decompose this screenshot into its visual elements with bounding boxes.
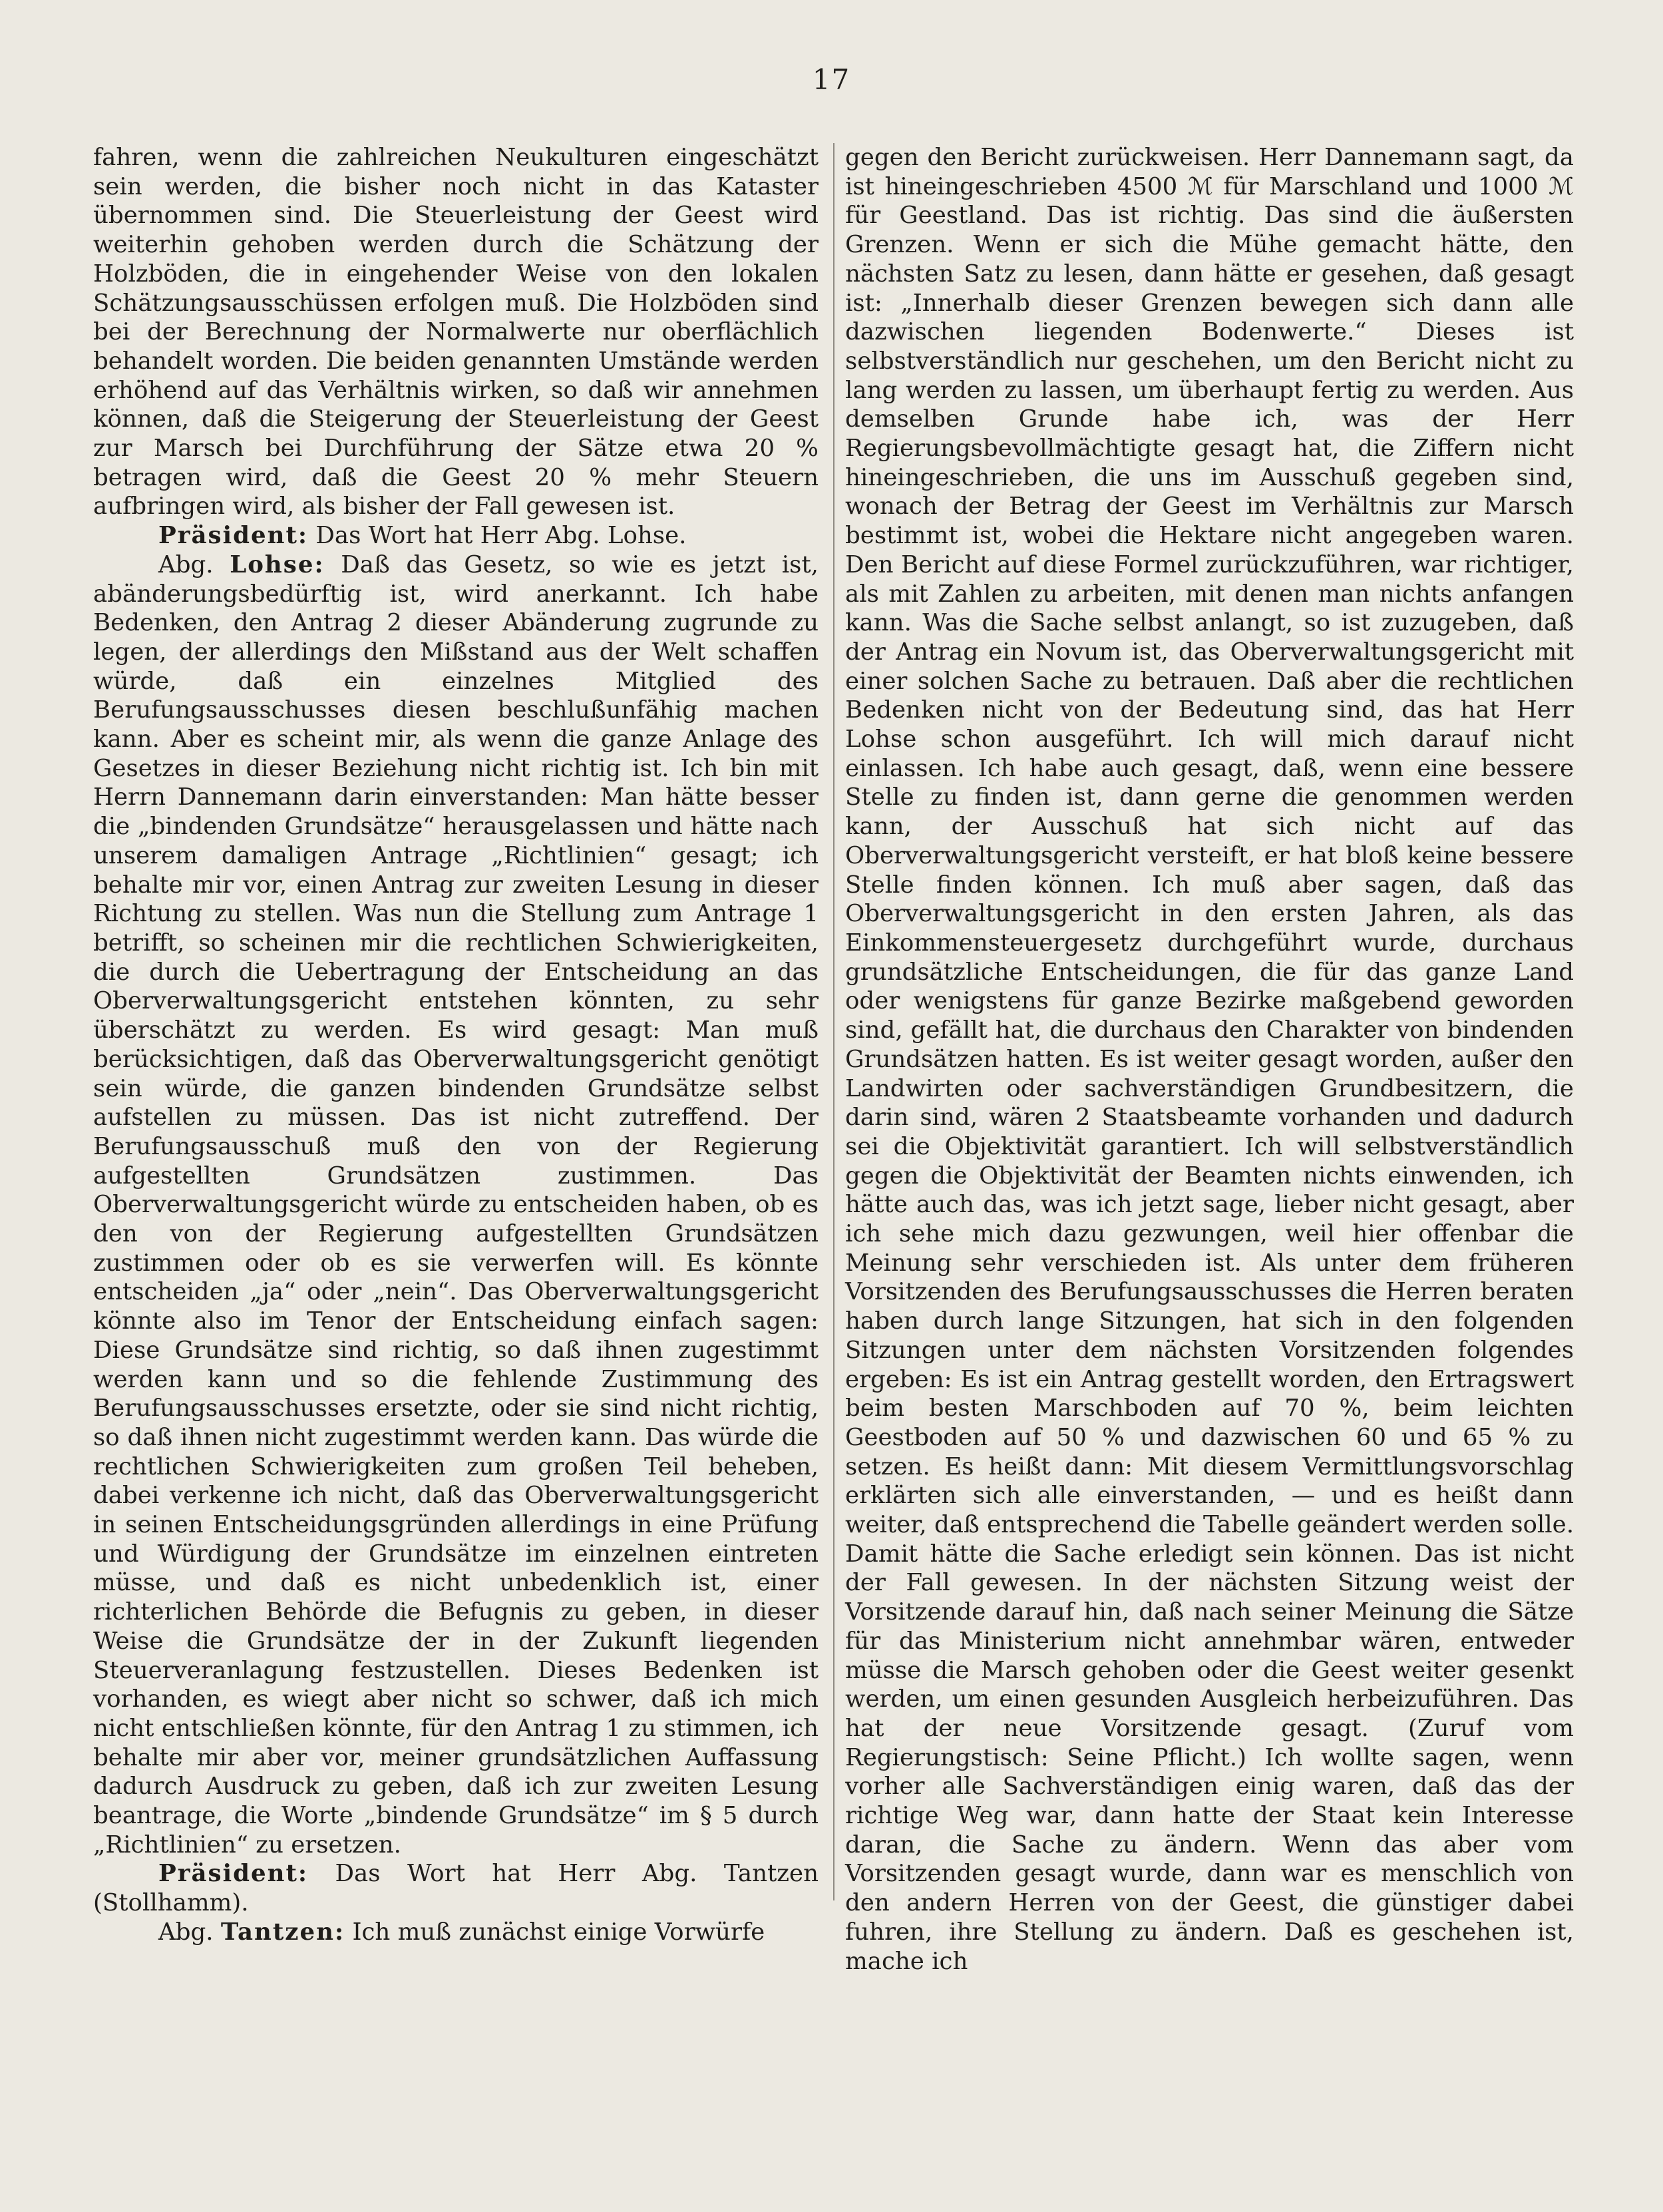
paragraph-tantzen: [93, 1918, 819, 1947]
paragraph-continuation: fahren, wenn die zahlreichen Neukulturen eingeschätzt sein werden, die bisher noch nicht in das Kataster übernommen sind. Die Steuerleistung der Geest wird weiterhin gehoben werden durch die Schätzung der Holzböden, die in eingehender Weise von den lokalen Schätzungsausschüssen erfolgen muß. Die Holzböden sind bei der Berechnung der Normalwerte nur oberflächlich behandelt worden. Die beiden genannten Umstände werden erhöhend auf das Verhältnis wirken, so daß wir annehmen können, daß die Steigerung der Steuerleistung der Geest zur Marsch bei Durchführung der Sätze etwa 20 % betragen wird, daß die Geest 20 % mehr Steuern aufbringen wird, als bisher der Fall gewesen ist.: [93, 144, 819, 521]
speaker-prefix: Abg.: [158, 551, 214, 578]
speaker-label: Präsident:: [158, 522, 309, 550]
left-column: [93, 143, 819, 1947]
paragraph-praesident-1: [93, 521, 819, 551]
speech-text: Das Wort hat Herr Abg. Tantzen (Stollhamm).: [93, 1860, 819, 1917]
paragraph-lohse: [93, 551, 819, 1860]
column-divider: [833, 143, 834, 1900]
speech-text: Ich muß zunächst einige Vorwürfe: [352, 1918, 765, 1946]
right-column: [845, 143, 1574, 1976]
speaker-prefix: Abg.: [158, 1918, 214, 1946]
page-number: 17: [812, 63, 851, 96]
paragraph-tantzen-continued: gegen den Bericht zurückweisen. Herr Dannemann sagt, da ist hineingeschrieben 4500 ℳ für Marschland und 1000 ℳ für Geestland. Das ist richtig. Das sind die äußersten Grenzen. Wenn er sich die Mühe gemacht hätte, den nächsten Satz zu lesen, dann hätte er gesehen, daß gesagt ist: „Innerhalb dieser Grenzen bewegen sich dann alle dazwischen liegenden Bodenwerte.“ Dieses ist selbstverständlich nur geschehen, um den Bericht nicht zu lang werden zu lassen, um überhaupt fertig zu werden. Aus demselben Grunde habe ich, was der Herr Regierungsbevollmächtigte gesagt hat, die Ziffern nicht hineingeschrieben, die uns im Ausschuß gegeben sind, wonach der Betrag der Geest im Verhältnis zur Marsch bestimmt ist, wobei die Hektare nicht angegeben waren. Den Bericht auf diese Formel zurückzuführen, war richtiger, als mit Zahlen zu arbeiten, mit denen man nichts anfangen kann. Was die Sache selbst anlangt, so ist zuzugeben, daß der Antrag ein Novum ist, das Oberverwaltungsgericht mit einer solchen Sache zu betrauen. Daß aber die rechtlichen Bedenken nicht von der Bedeutung sind, das hat Herr Lohse schon ausgeführt. Ich will mich darauf nicht einlassen. Ich habe auch gesagt, daß, wenn eine bessere Stelle zu finden ist, dann gerne die genommen werden kann, der Ausschuß hat sich nicht auf das Oberverwaltungsgericht versteift, er hat bloß keine bessere Stelle finden können. Ich muß aber sagen, daß das Oberverwaltungsgericht in den ersten Jahren, als das Einkommensteuergesetz durchgeführt wurde, durchaus grundsätzliche Entscheidungen, die für das ganze Land oder wenigstens für ganze Bezirke maßgebend geworden sind, gefällt hat, die durchaus den Charakter von bindenden Grundsätzen hatten. Es ist weiter gesagt worden, außer den Landwirten oder sachverständigen Grundbesitzern, die darin sind, wären 2 Staatsbeamte vorhanden und dadurch sei die Objektivität garantiert. Ich will selbstverständlich gegen die Objektivität der Beamten nichts einwenden, ich hätte auch das, was ich jetzt sage, lieber nicht gesagt, aber ich sehe mich dazu gezwungen, weil hier offenbar die Meinung sehr verschieden ist. Als unter dem früheren Vorsitzenden des Berufungsausschusses die Herren beraten haben durch lange Sitzungen, hat sich in den folgenden Sitzungen unter dem nächsten Vorsitzenden folgendes ergeben: Es ist ein Antrag gestellt worden, den Ertragswert beim besten Marschboden auf 70 %, beim leichten Geestboden auf 50 % und dazwischen 60 und 65 % zu setzen. Es heißt dann: Mit diesem Vermittlungsvorschlag erklärten sich alle einverstanden, — und es heißt dann weiter, daß entsprechend die Tabelle geändert werden solle. Damit hätte die Sache erledigt sein können. Das ist nicht der Fall gewesen. In der nächsten Sitzung weist der Vorsitzende darauf hin, daß nach seiner Meinung die Sätze für das Ministerium nicht annehmbar wären, entweder müsse die Marsch gehoben oder die Geest weiter gesenkt werden, um einen gesunden Ausgleich herbeizuführen. Das hat der neue Vorsitzende gesagt. (Zuruf vom Regierungstisch: Seine Pflicht.) Ich wollte sagen, wenn vorher alle Sachverständigen einig waren, daß das der richtige Weg war, dann hatte der Staat kein Interesse daran, die Sache zu ändern. Wenn das aber vom Vorsitzenden gesagt wurde, dann war es menschlich von den andern Herren von der Geest, die günstiger dabei fuhren, ihre Stellung zu ändern. Daß es geschehen ist, mache ich: [845, 144, 1574, 1975]
paragraph-praesident-2: [93, 1859, 819, 1917]
speaker-label: Lohse:: [230, 551, 325, 578]
speech-text: Daß das Gesetz, so wie es jetzt ist, abänderungsbedürftig ist, wird anerkannt. Ich habe Bedenken, den Antrag 2 dieser Abänderung zugrunde zu legen, der allerdings den Mißstand aus der Welt schaffen würde, daß ein einzelnes Mitglied des Berufungsausschusses diesen beschlußunfähig machen kann. Aber es scheint mir, als wenn die ganze Anlage des Gesetzes in dieser Beziehung nicht richtig ist. Ich bin mit Herrn Dannemann darin einverstanden: Man hätte besser die „bindenden Grundsätze“ herausgelassen und hätte nach unserem damaligen Antrage „Richtlinien“ gesagt; ich behalte mir vor, einen Antrag zur zweiten Lesung in dieser Richtung zu stellen. Was nun die Stellung zum Antrage 1 betrifft, so scheinen mir die rechtlichen Schwierigkeiten, die durch die Uebertragung der Entscheidung an das Oberverwaltungsgericht entstehen könnten, zu sehr überschätzt zu werden. Es wird gesagt: Man muß berücksichtigen, daß das Oberverwaltungsgericht genötigt sein würde, die ganzen bindenden Grundsätze selbst aufstellen zu müssen. Das ist nicht zutreffend. Der Berufungsausschuß muß den von der Regierung aufgestellten Grundsätzen zustimmen. Das Oberverwaltungsgericht würde zu entscheiden haben, ob es den von der Regierung aufgestellten Grundsätzen zustimmen oder ob es sie verwerfen will. Es könnte entscheiden „ja“ oder „nein“. Das Oberverwaltungsgericht könnte also im Tenor der Entscheidung einfach sagen: Diese Grundsätze sind richtig, so daß ihnen zugestimmt werden kann und so die fehlende Zustimmung des Berufungsausschusses ersetzte, oder sie sind nicht richtig, so daß ihnen nicht zugestimmt werden kann. Das würde die rechtlichen Schwierigkeiten zum großen Teil beheben, dabei verkenne ich nicht, daß das Oberverwaltungsgericht in seinen Entscheidungsgründen allerdings in eine Prüfung und Würdigung der Grundsätze im einzelnen eintreten müsse, und daß es nicht unbedenklich ist, einer richterlichen Behörde die Befugnis zu geben, in dieser Weise die Grundsätze der in der Zukunft liegenden Steuerveranlagung festzustellen. Dieses Bedenken ist vorhanden, es wiegt aber nicht so schwer, daß ich mich nicht entschließen könnte, für den Antrag 1 zu stimmen, ich behalte mir aber vor, meiner grundsätzlichen Auffassung dadurch Ausdruck zu geben, daß ich zur zweiten Lesung beantrage, die Worte „bindende Grundsätze“ im § 5 durch „Richtlinien“ zu ersetzen.: [93, 551, 819, 1859]
speech-text: Das Wort hat Herr Abg. Lohse.: [315, 522, 687, 550]
speaker-label: Präsident:: [158, 1860, 309, 1888]
speaker-label: Tantzen:: [220, 1918, 345, 1946]
